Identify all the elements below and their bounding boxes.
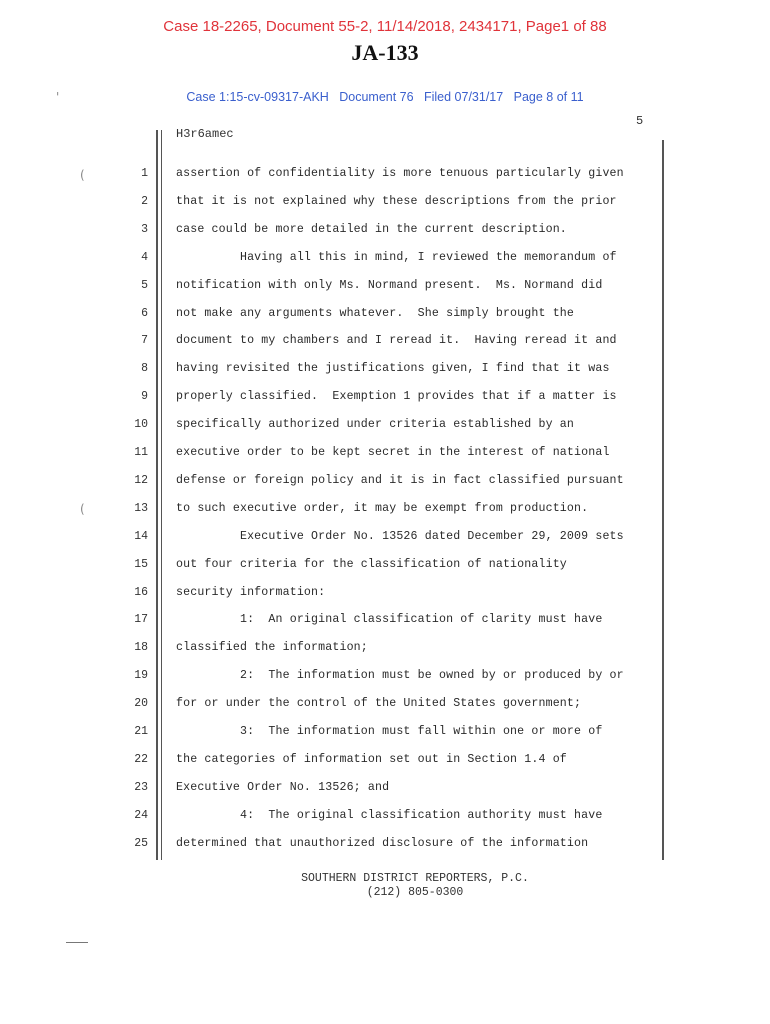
scan-dash bbox=[66, 942, 88, 943]
transcript-line: properly classified. Exemption 1 provides that if a matter is bbox=[176, 390, 617, 403]
line-number: 1 bbox=[141, 167, 148, 180]
right-margin-rule bbox=[662, 140, 664, 860]
transcript-line: 1: An original classification of clarity must have bbox=[176, 613, 603, 626]
line-number: 13 bbox=[134, 502, 148, 515]
line-number: 14 bbox=[134, 530, 148, 543]
hole-punch-mark: ( bbox=[80, 502, 85, 516]
line-number: 17 bbox=[134, 613, 148, 626]
line-number: 19 bbox=[134, 669, 148, 682]
transcript-line: Executive Order No. 13526; and bbox=[176, 781, 390, 794]
line-number: 18 bbox=[134, 641, 148, 654]
transcript-header-code: H3r6amec bbox=[176, 127, 234, 141]
reporter-footer bbox=[250, 872, 580, 900]
line-number: 21 bbox=[134, 725, 148, 738]
left-margin-rule-inner bbox=[161, 130, 162, 860]
transcript-line: the categories of information set out in Section 1.4 of bbox=[176, 753, 567, 766]
line-number: 10 bbox=[134, 418, 148, 431]
transcript-line: 2: The information must be owned by or produced by or bbox=[176, 669, 624, 682]
scan-mark: ' bbox=[56, 90, 60, 104]
transcript-line: for or under the control of the United States government; bbox=[176, 697, 582, 710]
transcript-line: 4: The original classification authority must have bbox=[176, 809, 603, 822]
hole-punch-mark: ( bbox=[80, 168, 85, 182]
filing-stamp: Case 1:15-cv-09317-AKH Document 76 Filed 07/31/17 Page 8 of 11 bbox=[186, 90, 584, 104]
transcript-line: defense or foreign policy and it is in fact classified pursuant bbox=[176, 474, 624, 487]
line-number: 12 bbox=[134, 474, 148, 487]
transcript-line: specifically authorized under criteria established by an bbox=[176, 418, 575, 431]
transcript-line: assertion of confidentiality is more tenuous particularly given bbox=[176, 167, 624, 180]
line-number: 5 bbox=[141, 279, 148, 292]
transcript-line: document to my chambers and I reread it. Having reread it and bbox=[176, 334, 617, 347]
transcript-line: not make any arguments whatever. She simply brought the bbox=[176, 307, 575, 320]
reporter-name: SOUTHERN DISTRICT REPORTERS, P.C. bbox=[301, 872, 529, 885]
line-number: 15 bbox=[134, 558, 148, 571]
line-number: 2 bbox=[141, 195, 148, 208]
line-number: 23 bbox=[134, 781, 148, 794]
ecf-header-stamp: Case 18-2265, Document 55-2, 11/14/2018, 2434171, Page1 of 88 bbox=[163, 18, 607, 35]
line-number: 7 bbox=[141, 334, 148, 347]
transcript-line: that it is not explained why these descriptions from the prior bbox=[176, 195, 617, 208]
transcript-line: out four criteria for the classification of nationality bbox=[176, 558, 567, 571]
line-number: 24 bbox=[134, 809, 148, 822]
transcript-line: case could be more detailed in the current description. bbox=[176, 223, 567, 236]
transcript-page-number: 5 bbox=[636, 114, 644, 128]
line-number: 6 bbox=[141, 307, 148, 320]
line-number: 22 bbox=[134, 753, 148, 766]
line-number: 8 bbox=[141, 362, 148, 375]
line-number: 4 bbox=[141, 251, 148, 264]
transcript-line: having revisited the justifications given, I find that it was bbox=[176, 362, 610, 375]
transcript-line: notification with only Ms. Normand present. Ms. Normand did bbox=[176, 279, 603, 292]
transcript-line: classified the information; bbox=[176, 641, 368, 654]
reporter-phone: (212) 805-0300 bbox=[366, 886, 464, 899]
line-number: 25 bbox=[134, 837, 148, 850]
transcript-line: executive order to be kept secret in the interest of national bbox=[176, 446, 610, 459]
line-number: 16 bbox=[134, 586, 148, 599]
transcript-line: security information: bbox=[176, 586, 326, 599]
transcript-line: to such executive order, it may be exempt from production. bbox=[176, 502, 589, 515]
transcript-line: Executive Order No. 13526 dated December 29, 2009 sets bbox=[176, 530, 624, 543]
line-number: 20 bbox=[134, 697, 148, 710]
line-number: 11 bbox=[134, 446, 148, 459]
line-number: 3 bbox=[141, 223, 148, 236]
transcript-line: determined that unauthorized disclosure of the information bbox=[176, 837, 589, 850]
transcript-line: 3: The information must fall within one or more of bbox=[176, 725, 603, 738]
left-margin-rule bbox=[156, 130, 158, 860]
joint-appendix-label: JA-133 bbox=[351, 40, 419, 65]
line-number: 9 bbox=[141, 390, 148, 403]
transcript-line: Having all this in mind, I reviewed the memorandum of bbox=[176, 251, 617, 264]
